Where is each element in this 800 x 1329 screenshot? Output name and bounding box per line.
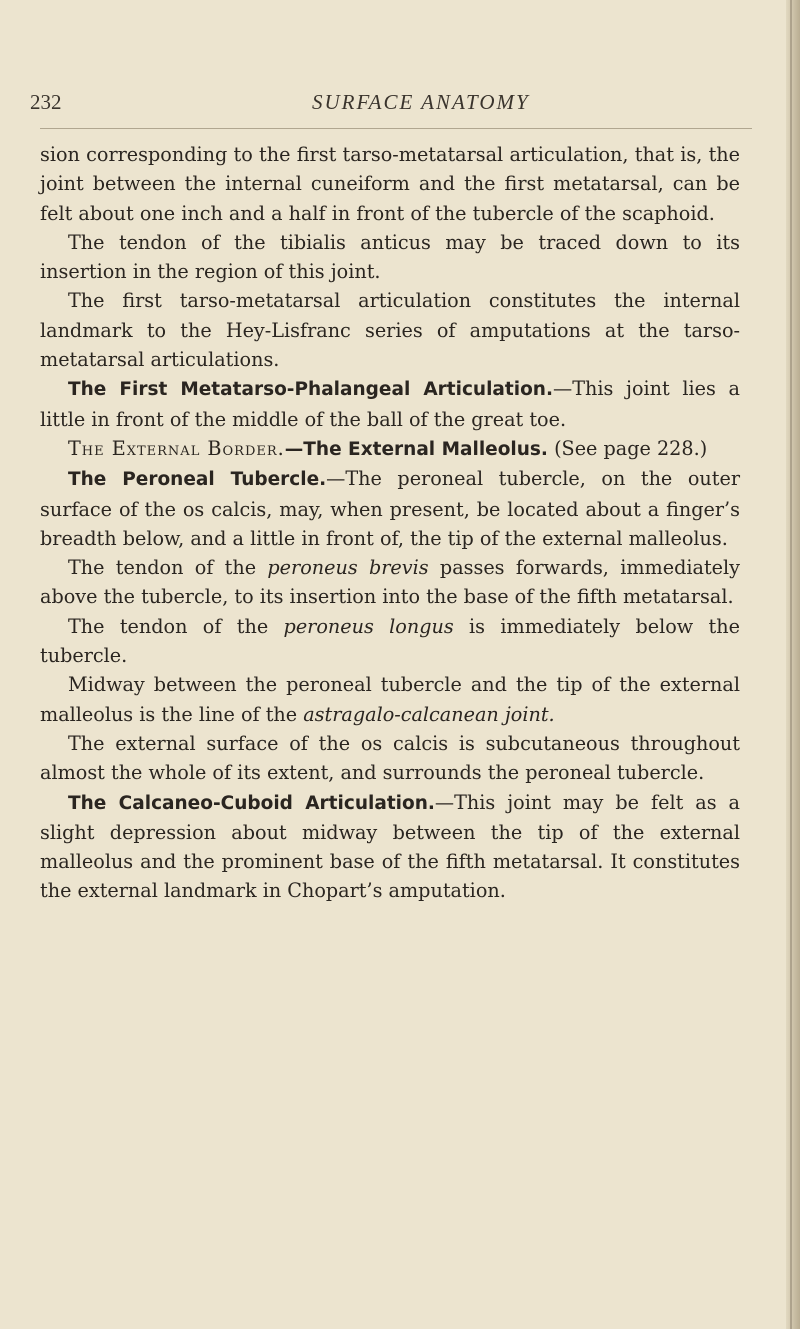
page-edge-shadow xyxy=(786,0,800,1329)
italic-term: peroneus longus xyxy=(283,614,454,638)
running-head: SURFACE ANATOMY xyxy=(312,90,530,114)
page-number: 232 xyxy=(30,90,62,114)
italic-term: peroneus brevis xyxy=(267,556,429,580)
section-heading: The Peroneal Tubercle. xyxy=(68,469,327,491)
paragraph-text: (See page 228.) xyxy=(547,436,708,460)
page-edge xyxy=(790,0,792,1329)
header-rule xyxy=(40,128,752,129)
section-heading: The First Metatarso-Phalangeal Articulation. xyxy=(68,379,553,401)
paragraph-text: The tendon of the xyxy=(68,556,268,580)
paragraph-8 xyxy=(40,612,740,671)
paragraph-text: Midway between the peroneal tubercle and the tip of the external malleolus is the line of the xyxy=(40,673,740,726)
paragraph-5 xyxy=(40,434,740,464)
paragraph-6 xyxy=(40,464,740,553)
paragraph-text: The tendon of the xyxy=(68,614,284,638)
paragraph-11 xyxy=(40,788,740,906)
paragraph-text: passes forwards, immediately above the tubercle, to its insertion into the base of the fifth metatarsal. xyxy=(40,556,740,609)
paragraph-4 xyxy=(40,374,740,434)
paragraph-text: —This joint lies a little in front of the middle of the ball of the great toe. xyxy=(40,377,740,431)
paragraph-text: is immediately below the tubercle. xyxy=(40,614,740,668)
section-heading: The External Border. xyxy=(68,436,285,460)
subsection-heading: —The External Malleolus. xyxy=(284,438,548,460)
paragraph-2: The tendon of the tibialis anticus may be traced down to its insertion in the region of this joint. xyxy=(40,230,740,284)
paragraph-text: —This joint may be felt as a slight depression about midway between the tip of the external malleolus and the prominent base of the fifth metatarsal. It constitutes the external landmark in Chopart’s amputation. xyxy=(40,790,740,903)
paragraph-9 xyxy=(40,670,740,729)
page-header xyxy=(30,90,760,120)
paragraph-7 xyxy=(40,553,740,612)
body-text xyxy=(40,140,740,906)
paragraph-10: The external surface of the os calcis is subcutaneous throughout almost the whole of its extent, and surrounds the peroneal tubercle. xyxy=(40,731,740,785)
section-heading: The Calcaneo-Cuboid Articulation. xyxy=(68,792,435,814)
paragraph-3: The first tarso-metatarsal articulation constitutes the internal landmark to the Hey-Lisfranc series of amputations at the tarso-metatarsal articulations. xyxy=(40,289,740,372)
paragraph-1: sion corresponding to the first tarso-metatarsal articulation, that is, the joint between the internal cuneiform and the first metatarsal, can be felt about one inch and a half in front of the tubercle of the scaphoid. xyxy=(40,143,740,225)
italic-term: astragalo-calcanean joint. xyxy=(303,702,555,726)
paragraph-text: —The peroneal tubercle, on the outer surface of the os calcis, may, when present, be located about a finger’s breadth below, and a little in front of, the tip of the external malleolus. xyxy=(40,467,740,550)
